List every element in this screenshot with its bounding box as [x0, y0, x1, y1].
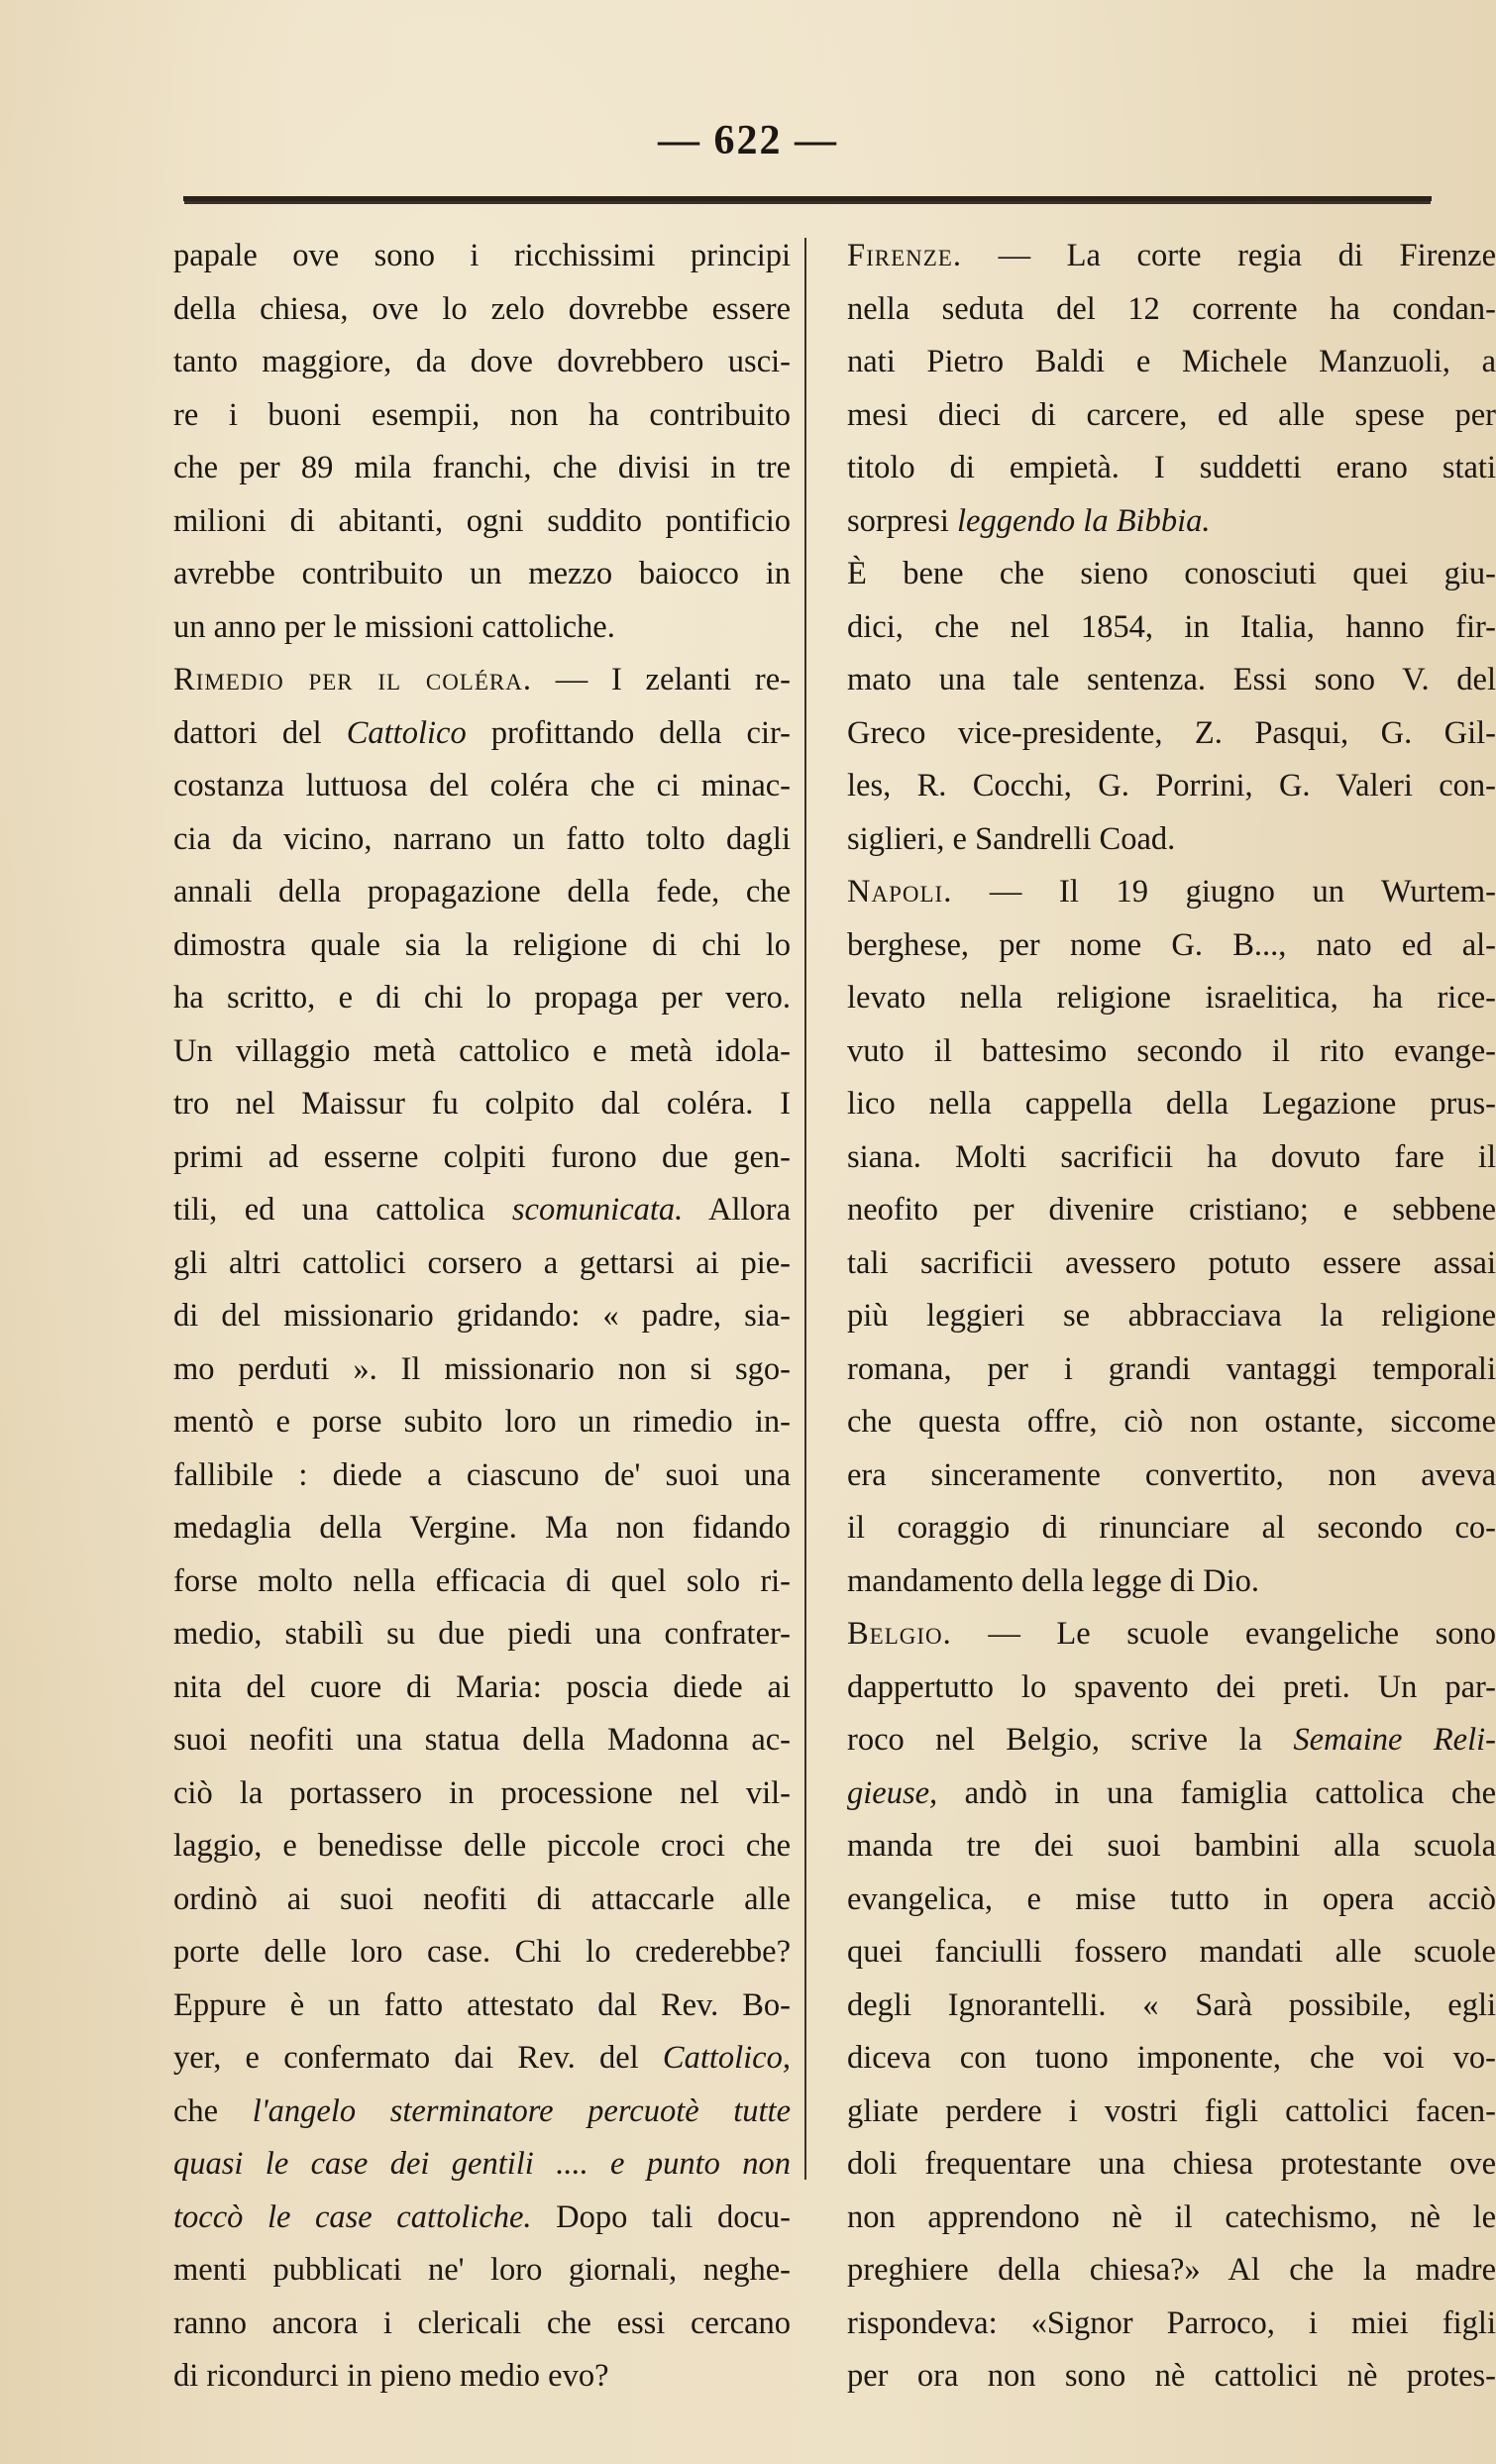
- text-line: [173, 760, 791, 813]
- text-run: medaglia della Vergine. Ma non fidando: [173, 1510, 791, 1546]
- text-line: [847, 1661, 1496, 1715]
- text-line: [847, 442, 1496, 495]
- text-run: papale ove sono i ricchissimi principi: [173, 238, 791, 273]
- text-run: forse molto nella efficacia di quel solo ri-: [173, 1562, 791, 1599]
- text-line: [847, 2350, 1496, 2404]
- text-line: [847, 601, 1496, 655]
- text-run: romana, per i grandi vantaggi temporali: [847, 1350, 1496, 1387]
- text-run: titolo di empietà. I suddetti erano stati: [847, 450, 1496, 485]
- text-run: avrebbe contribuito un mezzo baiocco in: [173, 556, 791, 591]
- text-run: Cattolico,: [662, 2040, 791, 2076]
- text-run: ha scritto, e di chi lo propaga per vero.: [173, 980, 791, 1016]
- text-run: degli Ignorantelli. « Sarà possibile, egli: [847, 1986, 1496, 2023]
- text-run: sorpresi: [847, 502, 958, 539]
- text-run: profittando della cir-: [466, 714, 791, 751]
- text-line: [173, 1980, 791, 2033]
- text-run: dimostra quale sia la religione di chi lo: [173, 926, 791, 963]
- text-line: [847, 283, 1496, 337]
- text-run: diceva con tuono imponente, che voi vo-: [847, 2040, 1496, 2076]
- text-run: della chiesa, ove lo zelo dovrebbe essere: [173, 290, 791, 327]
- text-run: mesi dieci di carcere, ed alle spese per: [847, 396, 1496, 433]
- text-run: les, R. Cocchi, G. Porrini, G. Valeri con-: [847, 768, 1496, 803]
- text-line: [847, 1078, 1496, 1131]
- text-run: ciò la portassero in processione nel vil-: [173, 1774, 791, 1811]
- text-line: [847, 866, 1496, 919]
- text-line: [847, 548, 1496, 601]
- text-run: dattori del: [173, 714, 347, 751]
- text-run: Allora: [683, 1192, 792, 1228]
- text-run: quei fanciulli fossero mandati alle scuole: [847, 1934, 1496, 1970]
- text-line: [847, 2192, 1496, 2245]
- text-run: primi ad esserne colpiti furono due gen-: [173, 1138, 791, 1175]
- text-line: [173, 1555, 791, 1609]
- text-line: [847, 654, 1496, 707]
- text-line: [173, 707, 791, 761]
- text-run: tili, ed una cattolica: [173, 1192, 512, 1228]
- text-run: toccò le case cattoliche.: [173, 2198, 532, 2235]
- text-run: — Le scuole evangeliche sono: [951, 1616, 1496, 1652]
- section-heading: Firenze.: [847, 238, 962, 273]
- text-line: [847, 1131, 1496, 1185]
- text-line: [847, 1768, 1496, 1821]
- text-run: suoi neofiti una statua della Madonna ac-: [173, 1722, 791, 1758]
- text-line: [173, 1290, 791, 1343]
- page-number: — 622 —: [658, 118, 838, 163]
- text-run: medio, stabilì su due piedi una confrater-: [173, 1616, 791, 1652]
- text-run: dappertutto lo spavento dei preti. Un par-: [847, 1668, 1496, 1705]
- text-run: vuto il battesimo secondo il rito evange-: [847, 1032, 1496, 1069]
- text-line: [173, 442, 791, 495]
- text-run: re i buoni esempii, non ha contribuito: [173, 396, 791, 433]
- text-run: preghiere della chiesa?» Al che la madre: [847, 2252, 1496, 2288]
- text-run: che per 89 mila franchi, che divisi in tre: [173, 450, 791, 485]
- text-line: [847, 1608, 1496, 1661]
- text-run: nella seduta del 12 corrente ha condan-: [847, 290, 1496, 327]
- text-line: [847, 2244, 1496, 2298]
- text-line: [847, 972, 1496, 1025]
- section-heading: Napoli.: [847, 874, 953, 910]
- text-run: gli altri cattolici corsero a gettarsi ai pie-: [173, 1244, 791, 1281]
- text-run: tanto maggiore, da dove dovrebbero usci-: [173, 344, 791, 379]
- text-line: [847, 1396, 1496, 1449]
- text-run: per ora non sono nè cattolici nè protes-: [847, 2358, 1496, 2394]
- text-run: È bene che sieno conosciuti quei giu-: [847, 556, 1496, 591]
- text-line: [173, 1661, 791, 1715]
- text-line: [173, 1874, 791, 1927]
- text-line: [847, 1237, 1496, 1291]
- text-run: menti pubblicati ne' loro giornali, neghe-: [173, 2252, 791, 2288]
- text-line: [173, 813, 791, 867]
- text-line: [847, 495, 1496, 549]
- text-run: quasi le case dei gentili .... e punto non: [173, 2146, 791, 2182]
- text-line: [173, 601, 791, 655]
- text-line: [173, 1714, 791, 1768]
- text-run: cia da vicino, narrano un fatto tolto dagli: [173, 820, 791, 857]
- text-run: l'angelo sterminatore percuotè tutte: [252, 2092, 792, 2129]
- text-run: era sinceramente convertito, non aveva: [847, 1456, 1496, 1493]
- text-line: [847, 230, 1496, 283]
- text-line: [847, 707, 1496, 761]
- text-run: porte delle loro case. Chi lo crederebbe?: [173, 1934, 791, 1970]
- text-line: [847, 336, 1496, 389]
- text-run: leggendo la Bibbia.: [957, 502, 1211, 539]
- text-run: tro nel Maissur fu colpito dal coléra. I: [173, 1086, 791, 1122]
- text-run: nati Pietro Baldi e Michele Manzuoli, a: [847, 344, 1496, 379]
- text-run: dici, che nel 1854, in Italia, hanno fir-: [847, 608, 1496, 645]
- text-line: [847, 2086, 1496, 2139]
- text-line: [173, 1078, 791, 1131]
- text-run: evangelica, e mise tutto in opera acciò: [847, 1880, 1496, 1917]
- text-line: [173, 1396, 791, 1449]
- text-run: Semaine Reli-: [1293, 1722, 1496, 1758]
- text-run: rispondeva: «Signor Parroco, i miei figli: [847, 2304, 1496, 2341]
- header-rule: [183, 196, 1432, 201]
- text-run: Un villaggio metà cattolico e metà idola-: [173, 1032, 791, 1069]
- text-line: [173, 919, 791, 973]
- text-run: il coraggio di rinunciare al secondo co-: [847, 1510, 1496, 1546]
- text-line: [847, 760, 1496, 813]
- text-line: [173, 2298, 791, 2351]
- text-line: [173, 654, 791, 707]
- text-run: Cattolico: [346, 714, 467, 751]
- text-line: [173, 1131, 791, 1185]
- text-run: costanza luttuosa del coléra che ci minac-: [173, 768, 791, 803]
- text-run: siglieri, e Sandrelli Coad.: [847, 820, 1176, 857]
- text-line: [173, 1820, 791, 1874]
- text-line: [173, 1025, 791, 1079]
- text-run: milioni di abitanti, ogni suddito pontificio: [173, 502, 791, 539]
- text-run: annali della propagazione della fede, che: [173, 874, 791, 910]
- text-run: di ricondurci in pieno medio evo?: [173, 2358, 609, 2394]
- text-run: neofito per divenire cristiano; e sebbene: [847, 1192, 1496, 1228]
- text-line: [847, 1343, 1496, 1397]
- text-line: [173, 1926, 791, 1980]
- text-line: [173, 389, 791, 443]
- text-run: scomunicata.: [511, 1192, 684, 1228]
- text-line: [847, 1184, 1496, 1237]
- text-run: lico nella cappella della Legazione prus-: [847, 1086, 1496, 1122]
- text-line: [847, 2298, 1496, 2351]
- text-run: — I zelanti re-: [531, 662, 791, 697]
- text-line: [847, 1820, 1496, 1874]
- text-run: andò in una famiglia cattolica che: [937, 1774, 1496, 1811]
- column-divider: [804, 238, 806, 2180]
- text-run: gieuse,: [847, 1774, 938, 1811]
- text-run: doli frequentare una chiesa protestante ove: [847, 2146, 1496, 2182]
- text-run: che: [173, 2092, 253, 2129]
- section-heading: Belgio.: [847, 1616, 952, 1652]
- text-line: [173, 495, 791, 549]
- text-line: [173, 2032, 791, 2086]
- text-run: tali sacrificii avessero potuto essere assai: [847, 1244, 1496, 1281]
- text-line: [173, 1502, 791, 1555]
- text-run: più leggieri se abbracciava la religione: [847, 1298, 1496, 1334]
- text-line: [173, 2244, 791, 2298]
- text-line: [847, 1926, 1496, 1980]
- right-column: [847, 230, 1496, 2404]
- text-line: [173, 2086, 791, 2139]
- text-line: [847, 2138, 1496, 2192]
- text-line: [173, 1449, 791, 1503]
- text-line: [173, 1768, 791, 1821]
- text-run: berghese, per nome G. B..., nato ed al-: [847, 926, 1496, 963]
- text-run: roco nel Belgio, scrive la: [847, 1722, 1294, 1758]
- text-line: [173, 866, 791, 919]
- text-line: [173, 972, 791, 1025]
- section-heading: Rimedio per il coléra.: [173, 662, 532, 697]
- text-run: mato una tale sentenza. Essi sono V. del: [847, 662, 1496, 697]
- text-line: [847, 2032, 1496, 2086]
- text-run: — La corte regia di Firenze: [961, 238, 1496, 273]
- text-run: Eppure è un fatto attestato dal Rev. Bo-: [173, 1986, 791, 2023]
- text-run: gliate perdere i vostri figli cattolici facen-: [847, 2092, 1496, 2129]
- left-column: [173, 230, 791, 2404]
- text-line: [847, 1290, 1496, 1343]
- text-run: di del missionario gridando: « padre, sia-: [173, 1298, 791, 1334]
- text-line: [173, 1343, 791, 1397]
- text-line: [847, 389, 1496, 443]
- text-run: laggio, e benedisse delle piccole croci che: [173, 1828, 791, 1864]
- text-line: [173, 1237, 791, 1291]
- text-line: [173, 548, 791, 601]
- text-line: [847, 1025, 1496, 1079]
- text-run: un anno per le missioni cattoliche.: [173, 608, 615, 645]
- text-line: [847, 1714, 1496, 1768]
- text-run: siana. Molti sacrificii ha dovuto fare il: [847, 1138, 1496, 1175]
- text-run: mandamento della legge di Dio.: [847, 1562, 1260, 1599]
- text-line: [847, 1980, 1496, 2033]
- text-run: ordinò ai suoi neofiti di attaccarle alle: [173, 1880, 791, 1917]
- text-run: mo perduti ». Il missionario non si sgo-: [173, 1350, 791, 1387]
- text-line: [173, 2350, 791, 2404]
- text-run: nita del cuore di Maria: poscia diede ai: [173, 1668, 791, 1705]
- text-run: fallibile : diede a ciascuno de' suoi una: [173, 1456, 791, 1493]
- text-line: [847, 1874, 1496, 1927]
- text-line: [173, 2138, 791, 2192]
- text-run: — Il 19 giugno un Wurtem-: [952, 874, 1496, 910]
- text-run: che questa offre, ciò non ostante, siccome: [847, 1404, 1496, 1440]
- text-run: levato nella religione israelitica, ha rice-: [847, 980, 1496, 1016]
- text-line: [173, 336, 791, 389]
- text-run: yer, e confermato dai Rev. del: [173, 2040, 663, 2076]
- text-run: manda tre dei suoi bambini alla scuola: [847, 1828, 1496, 1864]
- text-line: [173, 2192, 791, 2245]
- text-line: [173, 1184, 791, 1237]
- text-run: mentò e porse subito loro un rimedio in-: [173, 1404, 791, 1440]
- text-line: [847, 813, 1496, 867]
- text-run: Greco vice-presidente, Z. Pasqui, G. Gil-: [847, 714, 1496, 751]
- text-line: [847, 919, 1496, 973]
- text-line: [173, 1608, 791, 1661]
- text-run: non apprendono nè il catechismo, nè le: [847, 2198, 1496, 2235]
- text-line: [847, 1449, 1496, 1503]
- text-line: [847, 1555, 1496, 1609]
- text-run: ranno ancora i clericali che essi cercano: [173, 2304, 791, 2341]
- text-run: Dopo tali docu-: [531, 2198, 791, 2235]
- text-line: [173, 230, 791, 283]
- text-line: [173, 283, 791, 337]
- text-line: [847, 1502, 1496, 1555]
